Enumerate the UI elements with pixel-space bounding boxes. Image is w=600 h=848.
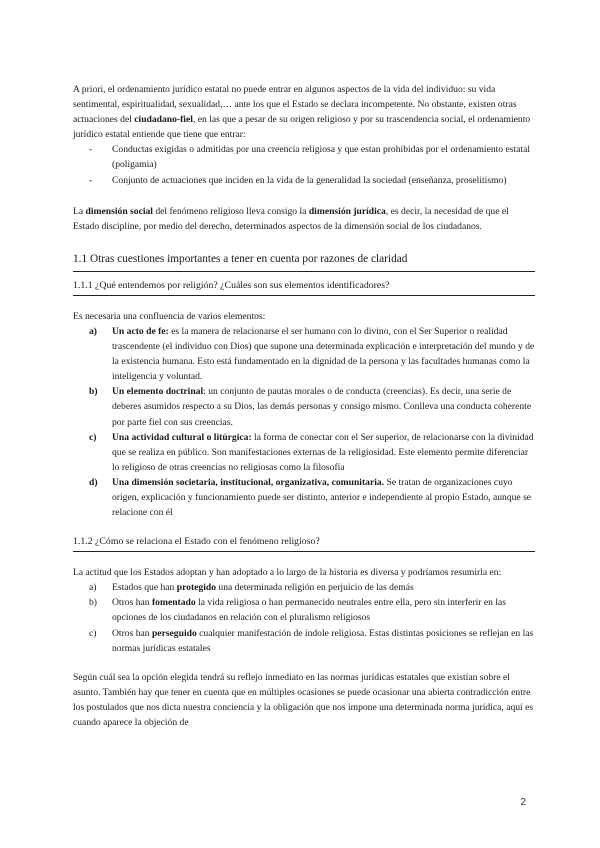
document-page [73, 82, 535, 730]
elements-list [73, 324, 535, 520]
sub1-intro: Es necesaria una confluencia de varios elementos: [73, 310, 266, 322]
list-item: c) Una actividad cultural o litúrgica: la forma de conectar con el Ser superior, de relacionarse con la divinidad que se realiza en público. Son manifestaciones externas de la religiosidad. Este elemento permite diferenciar lo religioso de otras creencias no religiosas como la filosofía [89, 431, 534, 473]
attitudes-list [73, 580, 535, 655]
list-item: c) Otros han perseguido cualquier manifestación de índole religiosa. Estas distintas posiciones se reflejan en las normas jurídicas estatales [89, 627, 534, 654]
dimension-paragraph: La dimensión social del fenómeno religioso lleva consigo la dimensión jurídica, es decir, la necesidad de que el Estado discipline, por medio del derecho, determinados aspectos de la dimensión social de los ciudadanos. [73, 205, 509, 232]
closing-paragraph: Según cuál sea la opción elegida tendrá su reflejo inmediato en las normas jurídicas estatales que existían sobre el asunto. También hay que tener en cuenta que en múltiples ocasiones se puede ocasionar una abierta contradicción entre los postulados que nos dicta nuestra conciencia y la obligación que nos impone una determinada norma jurídica, aquí es cuando aparece la objeción de [73, 671, 534, 728]
sub2-intro: La actitud que los Estados adoptan y han adoptado a lo largo de la historia es diversa y podríamos resumirla en: [73, 567, 502, 579]
subsection-heading-1: 1.1.1 ¿Qué entendemos por religión? ¿Cuáles son sus elementos identificadores? [73, 278, 535, 296]
section-heading: 1.1 Otras cuestiones importantes a tener en cuenta por razones de claridad [73, 252, 535, 272]
subsection-heading-2: 1.1.2 ¿Cómo se relaciona el Estado con el fenómeno religioso? [73, 534, 535, 552]
dash-list [73, 142, 535, 187]
list-item: b) Un elemento doctrinal: un conjunto de pautas morales o de conducta (creencias). Es decir, una serie de deberes asumidos respecto a su Dios, las demás personas y consigo mismo. Conlleva una conducta coherente por parte fiel con sus creencias. [89, 386, 532, 428]
list-item: - Conductas exigidas o admitidas por una creencia religiosa y que estan prohibidas por el ordenamiento estatal (poligamia) [89, 144, 530, 171]
intro-bold-term: ciudadano-fiel [134, 114, 193, 126]
list-item: a) Estados que han protegido una determinada religión en perjuicio de las demás [89, 582, 414, 594]
list-item: b) Otros han fomentado la vida religiosa o han permanecido neutrales entre ella, pero sin interferir en las opciones de los ciudadanos en relación con el pluralismo religiosos [89, 597, 507, 624]
page-number: 2 [520, 797, 526, 808]
list-item: d) Una dimensión societaria, institucional, organizativa, comunitaria. Se tratan de organizaciones cuyo origen, explicación y funcionamiento puede ser distinto, anterior e independiente al propio Estado, aunque se relacione con él [89, 476, 532, 519]
intro-paragraph: A priori, el ordenamiento jurídico estatal no puede entrar en algunos aspectos de la vida del individuo: su vida sentimental, espiritualidad, sexualidad,… ante los que el Estado se declara incompetente. No obstante, existen otras actuaciones del ciudadano-fiel, en las que a pesar de su origen religioso y por su trascendencia social, el ordenamiento jurídico estatal entiende que tiene que entrar: [73, 84, 531, 141]
list-item: a) Un acto de fe: es la manera de relacionarse el ser humano con lo divino, con el Ser Superior o realidad trascendente (el individuo con Dios) que supone una determinada explicación e interpretación del mundo y de la existencia humana. Esto está fundamentado en la dignidad de la persona y las facultades humanas como la inteligencia y voluntad. [89, 325, 535, 383]
list-item: - Conjunto de actuaciones que inciden en la vida de la generalidad la sociedad (enseñanza, proselitismo) [89, 174, 507, 186]
